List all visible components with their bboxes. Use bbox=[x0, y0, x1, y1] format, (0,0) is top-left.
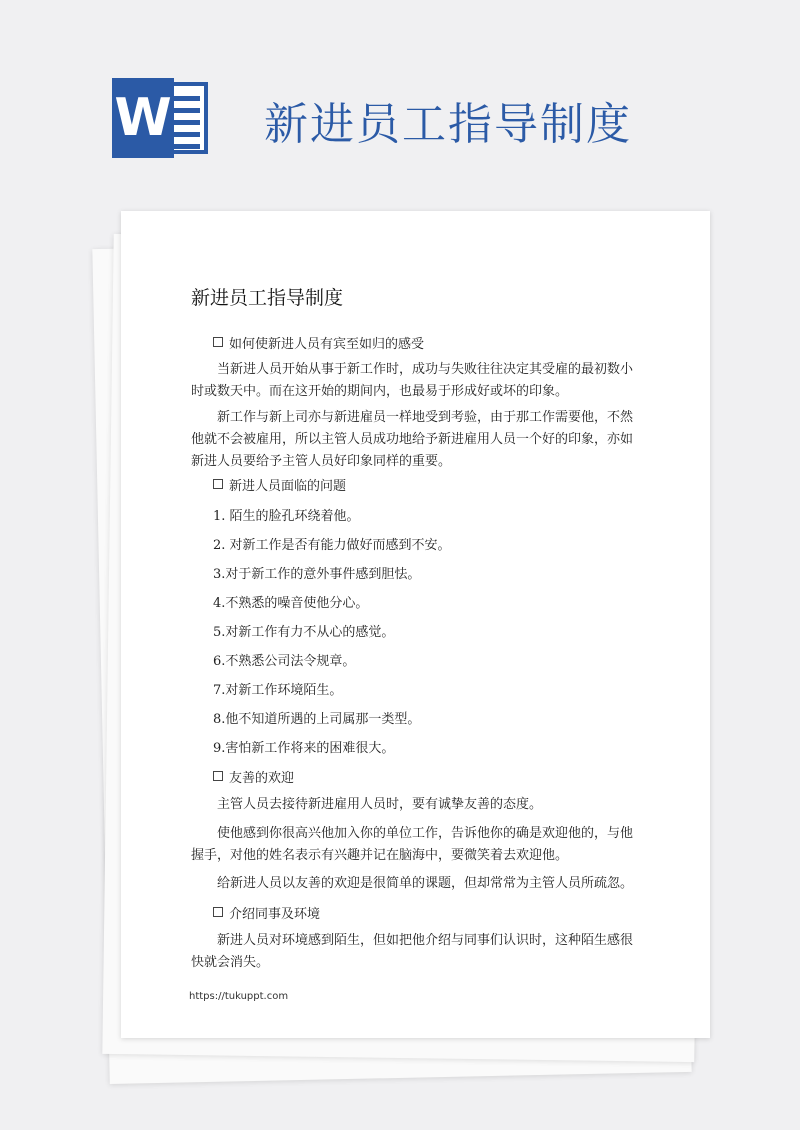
section-heading: 友善的欢迎 bbox=[213, 767, 294, 786]
paragraph: 新进人员对环境感到陌生，但如把他介绍与同事们认识时，这种陌生感很快就会消失。 bbox=[191, 933, 634, 970]
list-item: 7.对新工作环境陌生。 bbox=[213, 683, 343, 698]
section-heading: 新进人员面临的问题 bbox=[213, 475, 346, 494]
section-heading: 介绍同事及环境 bbox=[213, 903, 320, 922]
checkbox-icon bbox=[213, 479, 223, 489]
banner bbox=[0, 0, 800, 200]
word-logo-letter: W bbox=[112, 78, 174, 158]
paragraph: 使他感到你很高兴他加入你的单位工作，告诉他你的确是欢迎他的，与他握手，对他的姓名表示有兴趣并记在脑海中，要微笑着去欢迎他。 bbox=[191, 826, 634, 863]
section-heading: 如何使新进人员有宾至如归的感受 bbox=[213, 333, 424, 352]
paragraph: 当新进人员开始从事于新工作时，成功与失败往往决定其受雇的最初数小时或数天中。而在这开始的期间内，也最易于形成好或坏的印象。 bbox=[191, 362, 634, 399]
list-item: 8.他不知道所遇的上司属那一类型。 bbox=[213, 712, 421, 727]
word-document-icon bbox=[112, 78, 212, 158]
banner-title: 新进员工指导制度 bbox=[264, 99, 632, 150]
list-item: 3.对于新工作的意外事件感到胆怯。 bbox=[213, 567, 421, 582]
checkbox-icon bbox=[213, 337, 223, 347]
footer-url: https://tukuppt.com bbox=[189, 991, 289, 1002]
checkbox-icon bbox=[213, 771, 223, 781]
list-item: 2. 对新工作是否有能力做好而感到不安。 bbox=[213, 538, 451, 553]
document-page bbox=[121, 211, 710, 1038]
list-item: 4.不熟悉的噪音使他分心。 bbox=[213, 596, 369, 611]
list-item: 9.害怕新工作将来的困难很大。 bbox=[213, 741, 395, 756]
paragraph: 新工作与新上司亦与新进雇员一样地受到考验，由于那工作需要他，不然他就不会被雇用，所以主管人员成功地给予新进雇用人员一个好的印象，亦如新进人员要给予主管人员好印象同样的重要。 bbox=[191, 410, 634, 469]
paragraph: 给新进人员以友善的欢迎是很简单的课题，但却常常为主管人员所疏忽。 bbox=[217, 876, 634, 891]
list-item: 6.不熟悉公司法令规章。 bbox=[213, 654, 356, 669]
document-title: 新进员工指导制度 bbox=[191, 287, 344, 309]
checkbox-icon bbox=[213, 907, 223, 917]
list-item: 1. 陌生的脸孔环绕着他。 bbox=[213, 509, 360, 524]
paragraph: 主管人员去接待新进雇用人员时，要有诚挚友善的态度。 bbox=[217, 797, 543, 812]
list-item: 5.对新工作有力不从心的感觉。 bbox=[213, 625, 395, 640]
